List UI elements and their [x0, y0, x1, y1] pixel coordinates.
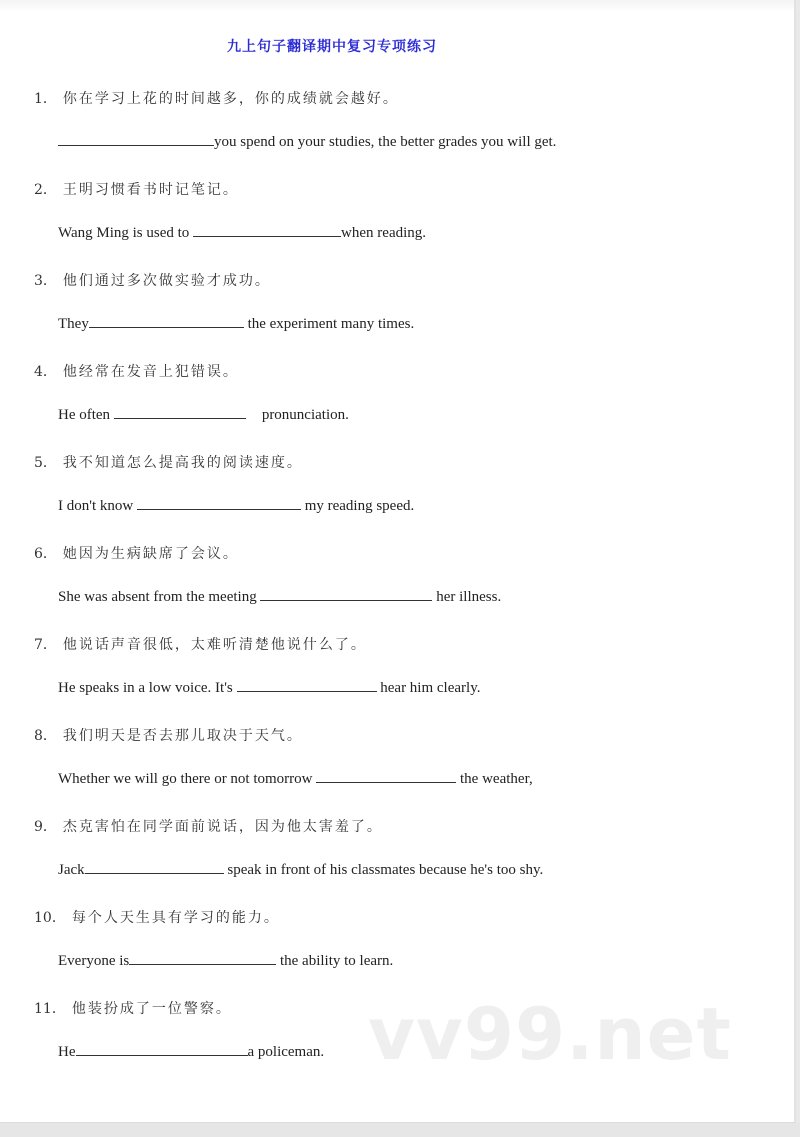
answer-blank-3[interactable] [89, 313, 244, 328]
sentence-prefix: Everyone is [58, 953, 130, 969]
question-9-english [58, 859, 543, 879]
question-number: 7． [34, 637, 57, 653]
answer-blank-2[interactable] [193, 222, 341, 237]
sentence-suffix: the weather, [456, 771, 533, 787]
question-number: 10． [34, 910, 66, 926]
question-10-chinese [34, 907, 280, 927]
question-number: 11． [34, 1001, 66, 1017]
sentence-prefix: They [58, 316, 89, 332]
answer-blank-1[interactable] [58, 131, 214, 146]
question-number: 9． [34, 819, 57, 835]
sentence-suffix: hear him clearly. [376, 680, 481, 696]
question-text: 他装扮成了一位警察。 [71, 1001, 232, 1017]
answer-blank-9[interactable] [85, 859, 224, 874]
sentence-suffix: a policeman. [247, 1044, 325, 1060]
sentence-prefix: He speaks in a low voice. It's [58, 680, 237, 696]
question-number: 2． [34, 182, 57, 198]
answer-blank-7[interactable] [237, 677, 377, 692]
question-9-chinese [34, 816, 383, 836]
sentence-prefix: Jack [58, 862, 85, 878]
page-title: 九上句子翻译期中复习专项练习 [227, 39, 437, 55]
question-2-chinese [34, 179, 239, 199]
question-text: 她因为生病缺席了会议。 [62, 546, 239, 562]
question-number: 1． [34, 91, 57, 107]
question-2-english [58, 222, 426, 242]
question-6-english [58, 586, 501, 606]
sentence-prefix: Wang Ming is used to [58, 225, 194, 241]
question-text: 我们明天是否去那儿取决于天气。 [62, 728, 303, 744]
question-number: 6． [34, 546, 57, 562]
question-1-chinese [34, 88, 399, 108]
question-11-english [58, 1041, 324, 1061]
question-text: 王明习惯看书时记笔记。 [62, 182, 239, 198]
answer-blank-6[interactable] [260, 586, 432, 601]
sentence-suffix: the ability to learn. [276, 953, 394, 969]
question-1-english [58, 131, 556, 151]
answer-blank-8[interactable] [316, 768, 456, 783]
sentence-prefix: Whether we will go there or not tomorrow [58, 771, 317, 787]
question-11-chinese [34, 998, 232, 1018]
question-text: 他们通过多次做实验才成功。 [62, 273, 271, 289]
answer-blank-10[interactable] [129, 950, 276, 965]
sentence-suffix: my reading speed. [300, 498, 415, 514]
question-10-english [58, 950, 393, 970]
page-bottom-gutter [0, 1123, 800, 1137]
question-8-english [58, 768, 533, 788]
question-6-chinese [34, 543, 239, 563]
page-top-shade [0, 0, 794, 12]
question-text: 他经常在发音上犯错误。 [62, 364, 239, 380]
question-7-chinese [34, 634, 367, 654]
question-number: 8． [34, 728, 57, 744]
question-number: 4． [34, 364, 57, 380]
sentence-suffix: you spend on your studies, the better grades you will get. [214, 134, 557, 150]
question-3-chinese [34, 270, 271, 290]
sentence-suffix: pronunciation. [261, 407, 349, 423]
sentence-suffix: when reading. [341, 225, 427, 241]
question-5-chinese [34, 452, 303, 472]
sentence-prefix: She was absent from the meeting [58, 589, 261, 605]
sentence-prefix: I don't know [58, 498, 137, 514]
question-4-english [58, 404, 349, 424]
question-5-english [58, 495, 414, 515]
answer-blank-4[interactable] [114, 404, 246, 419]
sentence-suffix: speak in front of his classmates because he's too shy. [223, 862, 544, 878]
sentence-suffix: the experiment many times. [243, 316, 415, 332]
watermark: vv99.net [368, 992, 732, 1076]
question-text: 他说话声音很低，太难听清楚他说什么了。 [62, 637, 367, 653]
question-text: 你在学习上花的时间越多，你的成绩就会越好。 [62, 91, 399, 107]
question-4-chinese [34, 361, 239, 381]
question-text: 杰克害怕在同学面前说话，因为他太害羞了。 [62, 819, 383, 835]
answer-blank-5[interactable] [137, 495, 301, 510]
question-text: 每个人天生具有学习的能力。 [71, 910, 280, 926]
sentence-prefix: He often [58, 407, 114, 423]
question-text: 我不知道怎么提高我的阅读速度。 [62, 455, 303, 471]
question-8-chinese [34, 725, 303, 745]
question-number: 5． [34, 455, 57, 471]
question-3-english [58, 313, 414, 333]
sentence-prefix: He [58, 1044, 76, 1060]
sentence-suffix: her illness. [432, 589, 502, 605]
question-number: 3． [34, 273, 57, 289]
question-7-english [58, 677, 480, 697]
answer-blank-11[interactable] [76, 1041, 248, 1056]
